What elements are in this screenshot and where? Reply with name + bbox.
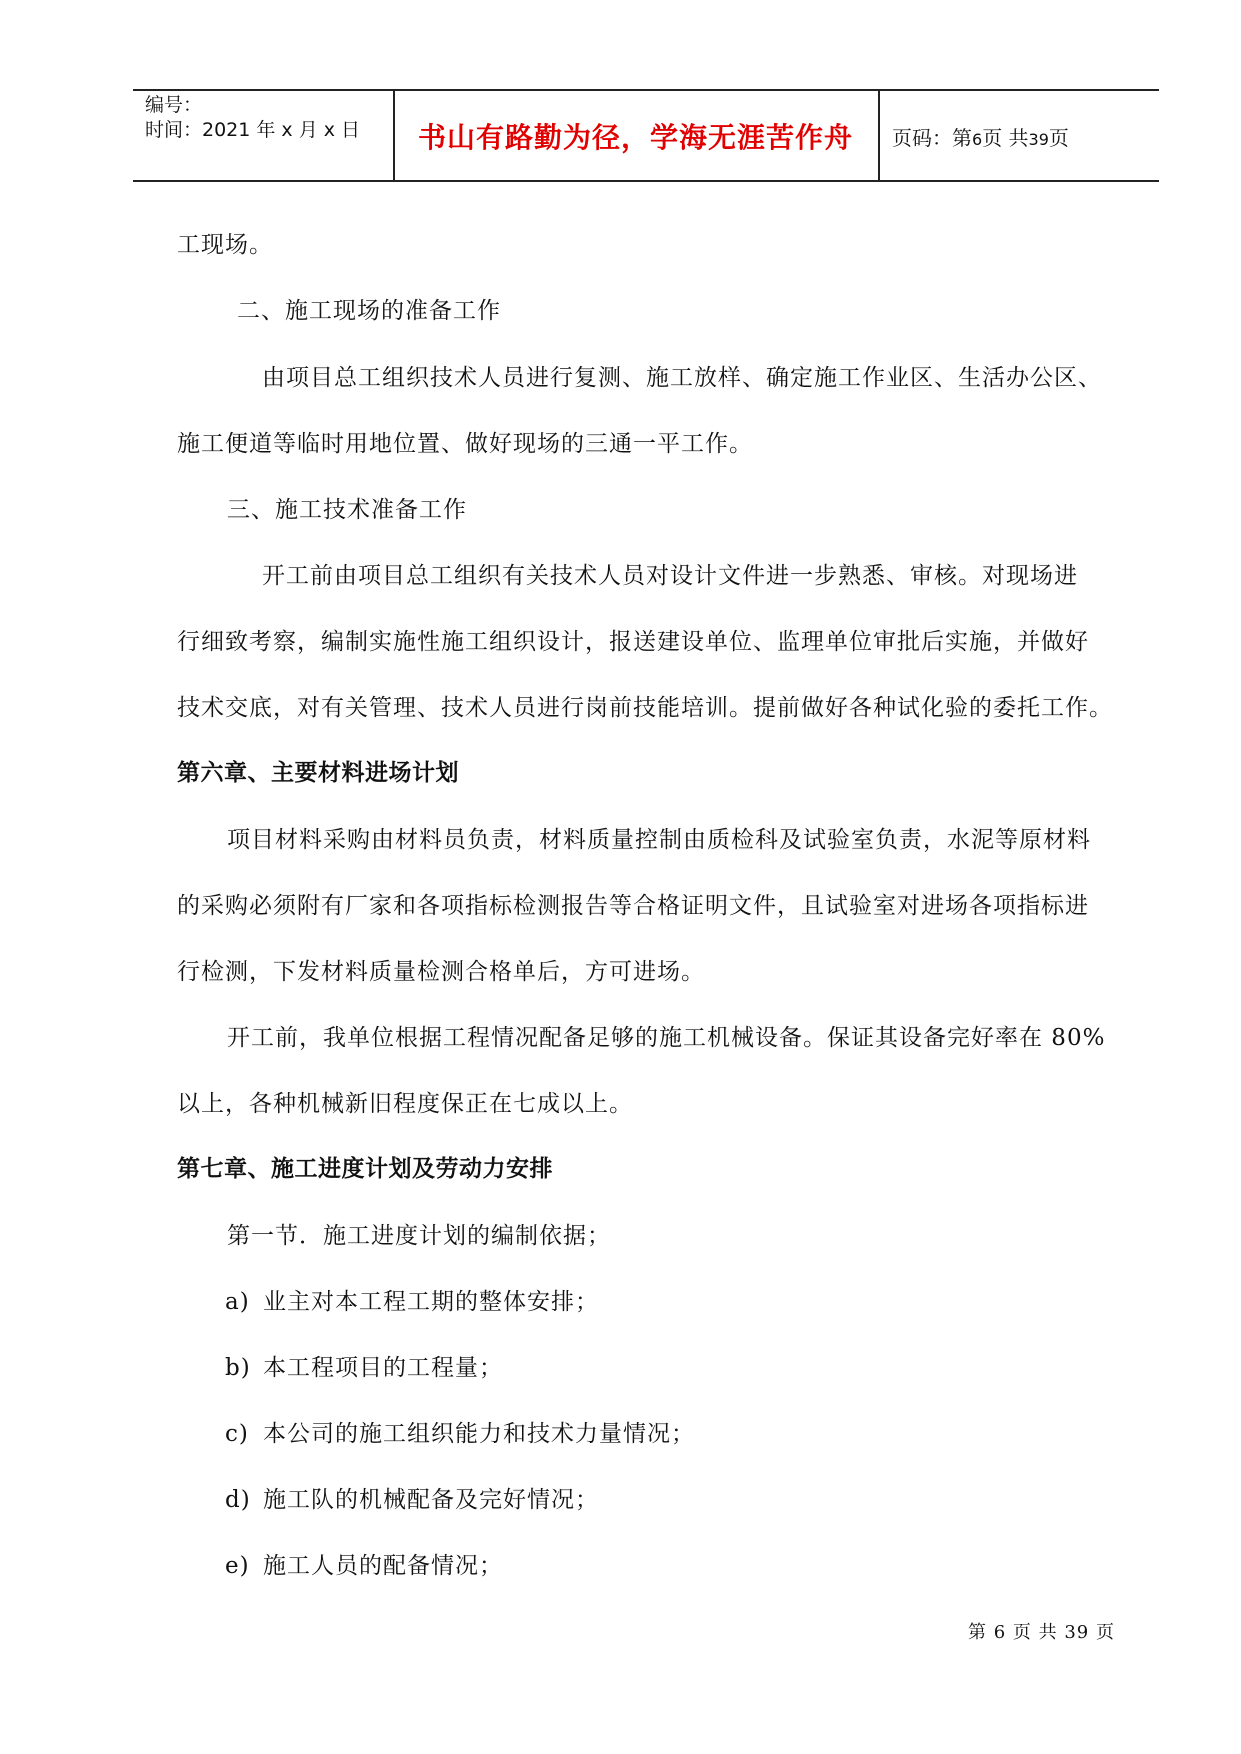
header-code-label: 编号： [145,94,203,116]
section-3-para-2: 行细致考察，编制实施性施工组织设计，报送建设单位、监理单位审批后实施，并做好 [177,629,1089,655]
header-divider-right [878,89,880,181]
chapter-6-para-3: 行检测，下发材料质量检测合格单后，方可进场。 [177,959,705,985]
list-item-text: 业主对本工程工期的整体安排； [263,1289,599,1315]
list-item-marker: d) [225,1487,251,1513]
section-2-para-1: 由项目总工组织技术人员进行复测、施工放样、确定施工作业区、生活办公区、 [262,365,1102,391]
list-item-text: 本工程项目的工程量； [263,1355,503,1381]
page-total: 39 [1028,130,1049,149]
list-item [225,1283,599,1316]
list-item [225,1547,503,1580]
header-time-label: 时间：2021 年 x 月 x 日 [145,119,361,141]
chapter-6-para-5: 以上，各种机械新旧程度保正在七成以上。 [177,1091,633,1117]
header-divider-left [393,89,395,181]
chapter-7-title: 第七章、施工进度计划及劳动力安排 [177,1156,553,1182]
page-mid: 页 共 [982,126,1029,150]
chapter-7-section-1: 第一节．施工进度计划的编制依据； [227,1223,611,1249]
section-3-para-3: 技术交底，对有关管理、技术人员进行岗前技能培训。提前做好各种试化验的委托工作。 [177,695,1113,721]
list-item-marker: b) [225,1355,251,1381]
page-label: 页码：第 [892,126,972,150]
header-page-info [892,122,1069,151]
section-3-title: 三、施工技术准备工作 [227,497,467,523]
list-item [225,1349,503,1382]
chapter-6-para-1: 项目材料采购由材料员负责，材料质量控制由质检科及试验室负责，水泥等原材料 [227,827,1091,853]
body-line-1: 工现场。 [177,232,273,258]
list-item [225,1481,599,1514]
list-item-marker: a) [225,1289,250,1315]
chapter-6-para-4: 开工前，我单位根据工程情况配备足够的施工机械设备。保证其设备完好率在 80% [227,1025,1106,1051]
page-number: 6 [972,130,983,149]
list-item-text: 施工队的机械配备及完好情况； [263,1487,599,1513]
list-item-marker: e) [225,1553,250,1579]
header-bottom-rule [133,180,1159,182]
page-footer: 第 6 页 共 39 页 [968,1622,1115,1643]
section-3-para-1: 开工前由项目总工组织有关技术人员对设计文件进一步熟悉、审核。对现场进 [262,563,1078,589]
section-2-title: 二、施工现场的准备工作 [237,298,501,324]
header-motto: 书山有路勤为径，学海无涯苦作舟 [418,121,854,154]
page-end: 页 [1048,126,1069,150]
chapter-6-para-2: 的采购必须附有厂家和各项指标检测报告等合格证明文件，且试验室对进场各项指标进 [177,893,1089,919]
chapter-6-title: 第六章、主要材料进场计划 [177,760,459,786]
list-item-marker: c) [225,1421,249,1447]
list-item-text: 本公司的施工组织能力和技术力量情况； [263,1421,695,1447]
section-2-para-2: 施工便道等临时用地位置、做好现场的三通一平工作。 [177,431,753,457]
list-item-text: 施工人员的配备情况； [263,1553,503,1579]
header-top-rule [133,89,1159,91]
list-item [225,1415,695,1448]
